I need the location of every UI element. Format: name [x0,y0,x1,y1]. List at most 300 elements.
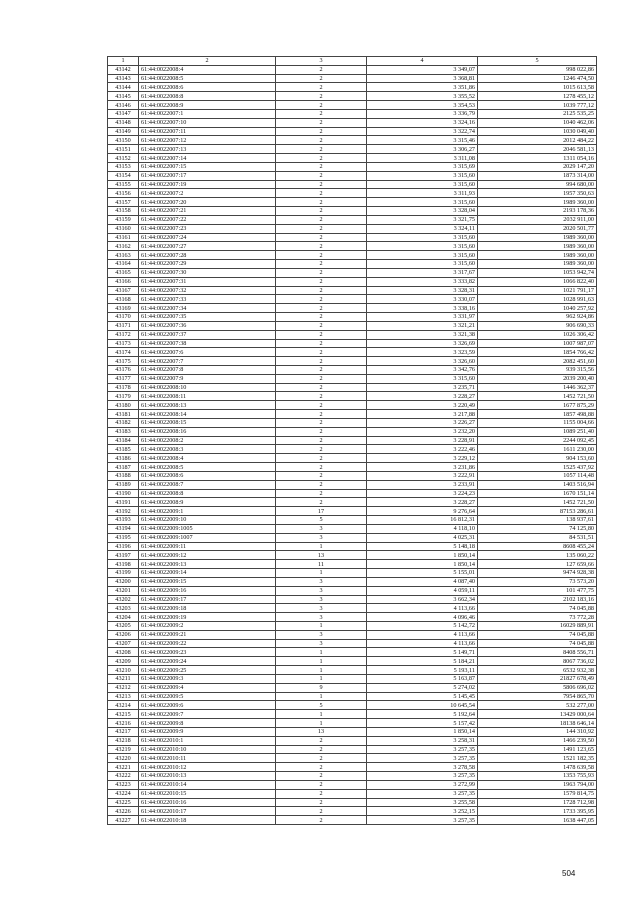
count-cell: 11 [276,560,367,569]
cadastral-value-cell: 74 045,88 [478,604,597,613]
table-row [108,560,597,569]
cadastral-value-cell: 87153 286,61 [478,507,597,516]
cadastral-number-cell: 61:44:0022007:27 [139,242,276,251]
cadastral-number-cell: 61:44:0022008:5 [139,74,276,83]
specific-value-cell: 3 311,08 [367,154,478,163]
table-row [108,577,597,586]
specific-value-cell: 4 118,10 [367,524,478,533]
row-number-cell: 43149 [108,127,139,136]
count-cell: 2 [276,92,367,101]
row-number-cell: 43172 [108,330,139,339]
cadastral-value-cell: 1452 721,50 [478,392,597,401]
cadastral-value-cell: 2102 183,16 [478,595,597,604]
row-number-cell: 43189 [108,480,139,489]
row-number-cell: 43167 [108,286,139,295]
count-cell: 2 [276,789,367,798]
cadastral-number-cell: 61:44:0022009:2 [139,622,276,631]
cadastral-value-cell: 13429 000,64 [478,710,597,719]
table-body [108,65,597,824]
table-row [108,736,597,745]
row-number-cell: 43174 [108,348,139,357]
specific-value-cell: 10 645,54 [367,701,478,710]
cadastral-value-cell: 1677 875,29 [478,401,597,410]
specific-value-cell: 4 087,40 [367,577,478,586]
table-row [108,692,597,701]
cadastral-value-cell: 2032 911,00 [478,215,597,224]
table-row [108,109,597,118]
row-number-cell: 43177 [108,374,139,383]
row-number-cell: 43155 [108,180,139,189]
cadastral-value-cell: 1963 794,00 [478,780,597,789]
row-number-cell: 43186 [108,454,139,463]
count-cell: 2 [276,445,367,454]
specific-value-cell: 3 321,38 [367,330,478,339]
row-number-cell: 43188 [108,471,139,480]
cadastral-value-cell: 8608 455,24 [478,542,597,551]
table-row [108,251,597,260]
cadastral-number-cell: 61:44:0022008:7 [139,480,276,489]
row-number-cell: 43157 [108,198,139,207]
specific-value-cell: 3 322,74 [367,127,478,136]
count-cell: 3 [276,577,367,586]
row-number-cell: 43158 [108,207,139,216]
count-cell: 2 [276,480,367,489]
table-row [108,224,597,233]
table-row [108,533,597,542]
row-number-cell: 43170 [108,313,139,322]
cadastral-number-cell: 61:44:0022007:15 [139,162,276,171]
cadastral-value-cell: 1989 360,00 [478,251,597,260]
table-row [108,374,597,383]
cadastral-value-cell: 2012 484,22 [478,136,597,145]
table-row [108,348,597,357]
table-row [108,445,597,454]
cadastral-number-cell: 61:44:0022007:19 [139,180,276,189]
row-number-cell: 43163 [108,251,139,260]
cadastral-number-cell: 61:44:0022009:6 [139,701,276,710]
count-cell: 2 [276,268,367,277]
table-row [108,436,597,445]
cadastral-number-cell: 61:44:0022007:13 [139,145,276,154]
count-cell: 2 [276,215,367,224]
specific-value-cell: 5 157,42 [367,719,478,728]
row-number-cell: 43175 [108,357,139,366]
specific-value-cell: 3 338,16 [367,304,478,313]
row-number-cell: 43164 [108,260,139,269]
cadastral-value-cell: 1873 314,00 [478,171,597,180]
row-number-cell: 43224 [108,789,139,798]
specific-value-cell: 3 315,60 [367,171,478,180]
cadastral-number-cell: 61:44:0022007:29 [139,260,276,269]
table-row [108,74,597,83]
row-number-cell: 43196 [108,542,139,551]
cadastral-value-cell: 1030 049,40 [478,127,597,136]
count-cell: 2 [276,207,367,216]
count-cell: 2 [276,763,367,772]
row-number-cell: 43227 [108,816,139,825]
row-number-cell: 43179 [108,392,139,401]
count-cell: 2 [276,118,367,127]
specific-value-cell: 3 323,59 [367,348,478,357]
row-number-cell: 43195 [108,533,139,542]
cadastral-number-cell: 61:44:0022009:1007 [139,533,276,542]
count-cell: 1 [276,674,367,683]
cadastral-value-cell: 1053 942,74 [478,268,597,277]
cadastral-value-cell: 1021 791,17 [478,286,597,295]
row-number-cell: 43153 [108,162,139,171]
cadastral-number-cell: 61:44:0022007:38 [139,339,276,348]
specific-value-cell: 3 355,52 [367,92,478,101]
cadastral-number-cell: 61:44:0022009:19 [139,613,276,622]
row-number-cell: 43168 [108,295,139,304]
cadastral-number-cell: 61:44:0022007:10 [139,118,276,127]
count-cell: 2 [276,339,367,348]
cadastral-value-cell: 9474 928,38 [478,569,597,578]
cadastral-value-cell: 1278 455,12 [478,92,597,101]
cadastral-number-cell: 61:44:0022009:3 [139,674,276,683]
table-row [108,136,597,145]
cadastral-number-cell: 61:44:0022009:7 [139,710,276,719]
table-row [108,154,597,163]
specific-value-cell: 3 252,15 [367,807,478,816]
cadastral-value-cell: 2244 092,45 [478,436,597,445]
cadastral-number-cell: 61:44:0022007:28 [139,251,276,260]
cadastral-value-cell: 21827 678,49 [478,674,597,683]
cadastral-value-cell: 1854 766,42 [478,348,597,357]
specific-value-cell: 3 321,75 [367,215,478,224]
cadastral-value-cell: 1039 777,12 [478,101,597,110]
cadastral-value-cell: 8408 556,71 [478,648,597,657]
cadastral-value-cell: 1579 814,75 [478,789,597,798]
count-cell: 2 [276,401,367,410]
count-cell: 2 [276,436,367,445]
row-number-cell: 43173 [108,339,139,348]
table-row [108,171,597,180]
cadastral-value-cell: 1155 004,66 [478,418,597,427]
table-header-row [108,57,597,66]
row-number-cell: 43159 [108,215,139,224]
cadastral-value-cell: 135 060,22 [478,551,597,560]
count-cell: 1 [276,719,367,728]
cadastral-value-cell: 906 690,33 [478,321,597,330]
table-row [108,745,597,754]
row-number-cell: 43201 [108,586,139,595]
specific-value-cell: 1 850,14 [367,727,478,736]
specific-value-cell: 3 217,88 [367,410,478,419]
table-row [108,313,597,322]
table-row [108,92,597,101]
row-number-cell: 43144 [108,83,139,92]
specific-value-cell: 3 220,49 [367,401,478,410]
cadastral-value-cell: 532 277,00 [478,701,597,710]
count-cell: 2 [276,242,367,251]
cadastral-number-cell: 61:44:0022007:12 [139,136,276,145]
cadastral-value-cell: 144 310,92 [478,727,597,736]
specific-value-cell: 5 155,01 [367,569,478,578]
cadastral-number-cell: 61:44:0022010:18 [139,816,276,825]
count-cell: 2 [276,427,367,436]
table-row [108,498,597,507]
count-cell: 1 [276,666,367,675]
cadastral-value-cell: 1989 360,00 [478,233,597,242]
count-cell: 2 [276,348,367,357]
table-row [108,418,597,427]
cadastral-number-cell: 61:44:0022007:22 [139,215,276,224]
row-number-cell: 43202 [108,595,139,604]
cadastral-value-cell: 1728 712,98 [478,798,597,807]
cadastral-number-cell: 61:44:0022008:2 [139,436,276,445]
cadastral-number-cell: 61:44:0022009:9 [139,727,276,736]
specific-value-cell: 3 257,35 [367,816,478,825]
specific-value-cell: 4 113,66 [367,630,478,639]
specific-value-cell: 3 315,60 [367,198,478,207]
cadastral-number-cell: 61:44:0022007:36 [139,321,276,330]
row-number-cell: 43142 [108,65,139,74]
specific-value-cell: 3 326,69 [367,339,478,348]
table-row [108,789,597,798]
specific-value-cell: 3 315,60 [367,180,478,189]
specific-value-cell: 3 231,86 [367,463,478,472]
cadastral-value-cell: 1478 639,58 [478,763,597,772]
specific-value-cell: 3 331,97 [367,313,478,322]
cadastral-number-cell: 61:44:0022007:30 [139,268,276,277]
count-cell: 2 [276,418,367,427]
table-row [108,286,597,295]
cadastral-number-cell: 61:44:0022008:11 [139,392,276,401]
count-cell: 17 [276,507,367,516]
cadastral-value-cell: 1670 151,14 [478,489,597,498]
specific-value-cell: 3 255,58 [367,798,478,807]
count-cell: 2 [276,286,367,295]
row-number-cell: 43191 [108,498,139,507]
specific-value-cell: 5 184,21 [367,657,478,666]
row-number-cell: 43161 [108,233,139,242]
cadastral-number-cell: 61:44:0022009:23 [139,648,276,657]
table-row [108,339,597,348]
count-cell: 2 [276,357,367,366]
count-cell: 2 [276,109,367,118]
cadastral-value-cell: 2039 200,40 [478,374,597,383]
cadastral-value-cell: 1403 516,94 [478,480,597,489]
count-cell: 2 [276,198,367,207]
count-cell: 1 [276,657,367,666]
row-number-cell: 43156 [108,189,139,198]
specific-value-cell: 3 315,69 [367,162,478,171]
specific-value-cell: 3 354,53 [367,101,478,110]
table-row [108,798,597,807]
cadastral-value-cell: 962 924,86 [478,313,597,322]
row-number-cell: 43213 [108,692,139,701]
cadastral-number-cell: 61:44:0022008:6 [139,83,276,92]
specific-value-cell: 3 228,27 [367,392,478,401]
cadastral-number-cell: 61:44:0022008:14 [139,410,276,419]
count-cell: 2 [276,154,367,163]
cadastral-value-cell: 1040 462,06 [478,118,597,127]
table-row [108,145,597,154]
cadastral-number-cell: 61:44:0022009:18 [139,604,276,613]
table-row [108,101,597,110]
row-number-cell: 43176 [108,365,139,374]
table-row [108,207,597,216]
specific-value-cell: 3 324,11 [367,224,478,233]
specific-value-cell: 3 224,23 [367,489,478,498]
count-cell: 2 [276,313,367,322]
row-number-cell: 43183 [108,427,139,436]
count-cell: 1 [276,542,367,551]
specific-value-cell: 4 096,46 [367,613,478,622]
cadastral-value-cell: 1989 360,00 [478,198,597,207]
specific-value-cell: 5 192,64 [367,710,478,719]
cadastral-number-cell: 61:44:0022009:8 [139,719,276,728]
row-number-cell: 43193 [108,516,139,525]
cadastral-number-cell: 61:44:0022007:34 [139,304,276,313]
count-cell: 2 [276,745,367,754]
table-row [108,524,597,533]
cadastral-value-table [107,56,597,825]
count-cell: 3 [276,524,367,533]
cadastral-value-cell: 994 680,00 [478,180,597,189]
row-number-cell: 43184 [108,436,139,445]
cadastral-number-cell: 61:44:0022010:14 [139,780,276,789]
specific-value-cell: 3 228,91 [367,436,478,445]
specific-value-cell: 3 257,35 [367,754,478,763]
table-row [108,383,597,392]
count-cell: 3 [276,639,367,648]
row-number-cell: 43211 [108,674,139,683]
specific-value-cell: 3 336,79 [367,109,478,118]
column-header-2: 2 [139,57,276,66]
count-cell: 3 [276,630,367,639]
specific-value-cell: 3 317,67 [367,268,478,277]
cadastral-value-cell: 904 153,60 [478,454,597,463]
count-cell: 2 [276,304,367,313]
cadastral-value-cell: 2020 501,77 [478,224,597,233]
cadastral-number-cell: 61:44:0022007:20 [139,198,276,207]
cadastral-value-cell: 74 045,88 [478,630,597,639]
cadastral-number-cell: 61:44:0022007:14 [139,154,276,163]
row-number-cell: 43219 [108,745,139,754]
specific-value-cell: 3 330,07 [367,295,478,304]
table-row [108,772,597,781]
row-number-cell: 43182 [108,418,139,427]
row-number-cell: 43223 [108,780,139,789]
table-row [108,639,597,648]
count-cell: 3 [276,586,367,595]
row-number-cell: 43203 [108,604,139,613]
table-row [108,260,597,269]
specific-value-cell: 5 145,45 [367,692,478,701]
table-row [108,516,597,525]
table-row [108,727,597,736]
count-cell: 2 [276,365,367,374]
row-number-cell: 43143 [108,74,139,83]
specific-value-cell: 3 315,60 [367,251,478,260]
cadastral-value-cell: 1089 251,40 [478,427,597,436]
row-number-cell: 43216 [108,719,139,728]
row-number-cell: 43181 [108,410,139,419]
cadastral-value-cell: 2082 451,60 [478,357,597,366]
cadastral-number-cell: 61:44:0022009:11 [139,542,276,551]
column-header-4: 4 [367,57,478,66]
table-row [108,233,597,242]
cadastral-value-cell: 1311 054,16 [478,154,597,163]
count-cell: 2 [276,74,367,83]
cadastral-number-cell: 61:44:0022008:9 [139,101,276,110]
cadastral-number-cell: 61:44:0022009:10 [139,516,276,525]
table-row [108,701,597,710]
table-row [108,657,597,666]
cadastral-number-cell: 61:44:0022008:13 [139,401,276,410]
count-cell: 2 [276,471,367,480]
count-cell: 2 [276,65,367,74]
table-row [108,454,597,463]
cadastral-value-cell: 1733 395,95 [478,807,597,816]
row-number-cell: 43199 [108,569,139,578]
cadastral-number-cell: 61:44:0022007:21 [139,207,276,216]
count-cell: 13 [276,551,367,560]
specific-value-cell: 4 025,31 [367,533,478,542]
cadastral-value-cell: 1246 474,50 [478,74,597,83]
row-number-cell: 43217 [108,727,139,736]
row-number-cell: 43204 [108,613,139,622]
table-row [108,401,597,410]
cadastral-number-cell: 61:44:0022009:15 [139,577,276,586]
cadastral-number-cell: 61:44:0022007:23 [139,224,276,233]
table-row [108,189,597,198]
cadastral-value-cell: 74 045,88 [478,639,597,648]
specific-value-cell: 3 315,60 [367,242,478,251]
cadastral-number-cell: 61:44:0022010:12 [139,763,276,772]
row-number-cell: 43162 [108,242,139,251]
table-row [108,65,597,74]
row-number-cell: 43187 [108,463,139,472]
cadastral-number-cell: 61:44:0022009:16 [139,586,276,595]
count-cell: 1 [276,710,367,719]
row-number-cell: 43178 [108,383,139,392]
cadastral-number-cell: 61:44:0022009:21 [139,630,276,639]
cadastral-number-cell: 61:44:0022009:22 [139,639,276,648]
cadastral-number-cell: 61:44:0022010:15 [139,789,276,798]
count-cell: 2 [276,136,367,145]
table-row [108,622,597,631]
specific-value-cell: 3 311,93 [367,189,478,198]
specific-value-cell: 5 149,71 [367,648,478,657]
specific-value-cell: 3 233,91 [367,480,478,489]
row-number-cell: 43226 [108,807,139,816]
cadastral-value-cell: 1525 437,92 [478,463,597,472]
count-cell: 2 [276,798,367,807]
table-row [108,816,597,825]
row-number-cell: 43198 [108,560,139,569]
count-cell: 2 [276,330,367,339]
count-cell: 2 [276,392,367,401]
count-cell: 2 [276,83,367,92]
cadastral-number-cell: 61:44:0022007:17 [139,171,276,180]
row-number-cell: 43208 [108,648,139,657]
row-number-cell: 43166 [108,277,139,286]
specific-value-cell: 3 315,60 [367,233,478,242]
cadastral-value-cell: 1353 755,93 [478,772,597,781]
table-row [108,215,597,224]
row-number-cell: 43215 [108,710,139,719]
specific-value-cell: 3 229,12 [367,454,478,463]
row-number-cell: 43210 [108,666,139,675]
cadastral-number-cell: 61:44:0022008:4 [139,454,276,463]
count-cell: 1 [276,569,367,578]
table-row [108,630,597,639]
table-row [108,595,597,604]
count-cell: 2 [276,145,367,154]
